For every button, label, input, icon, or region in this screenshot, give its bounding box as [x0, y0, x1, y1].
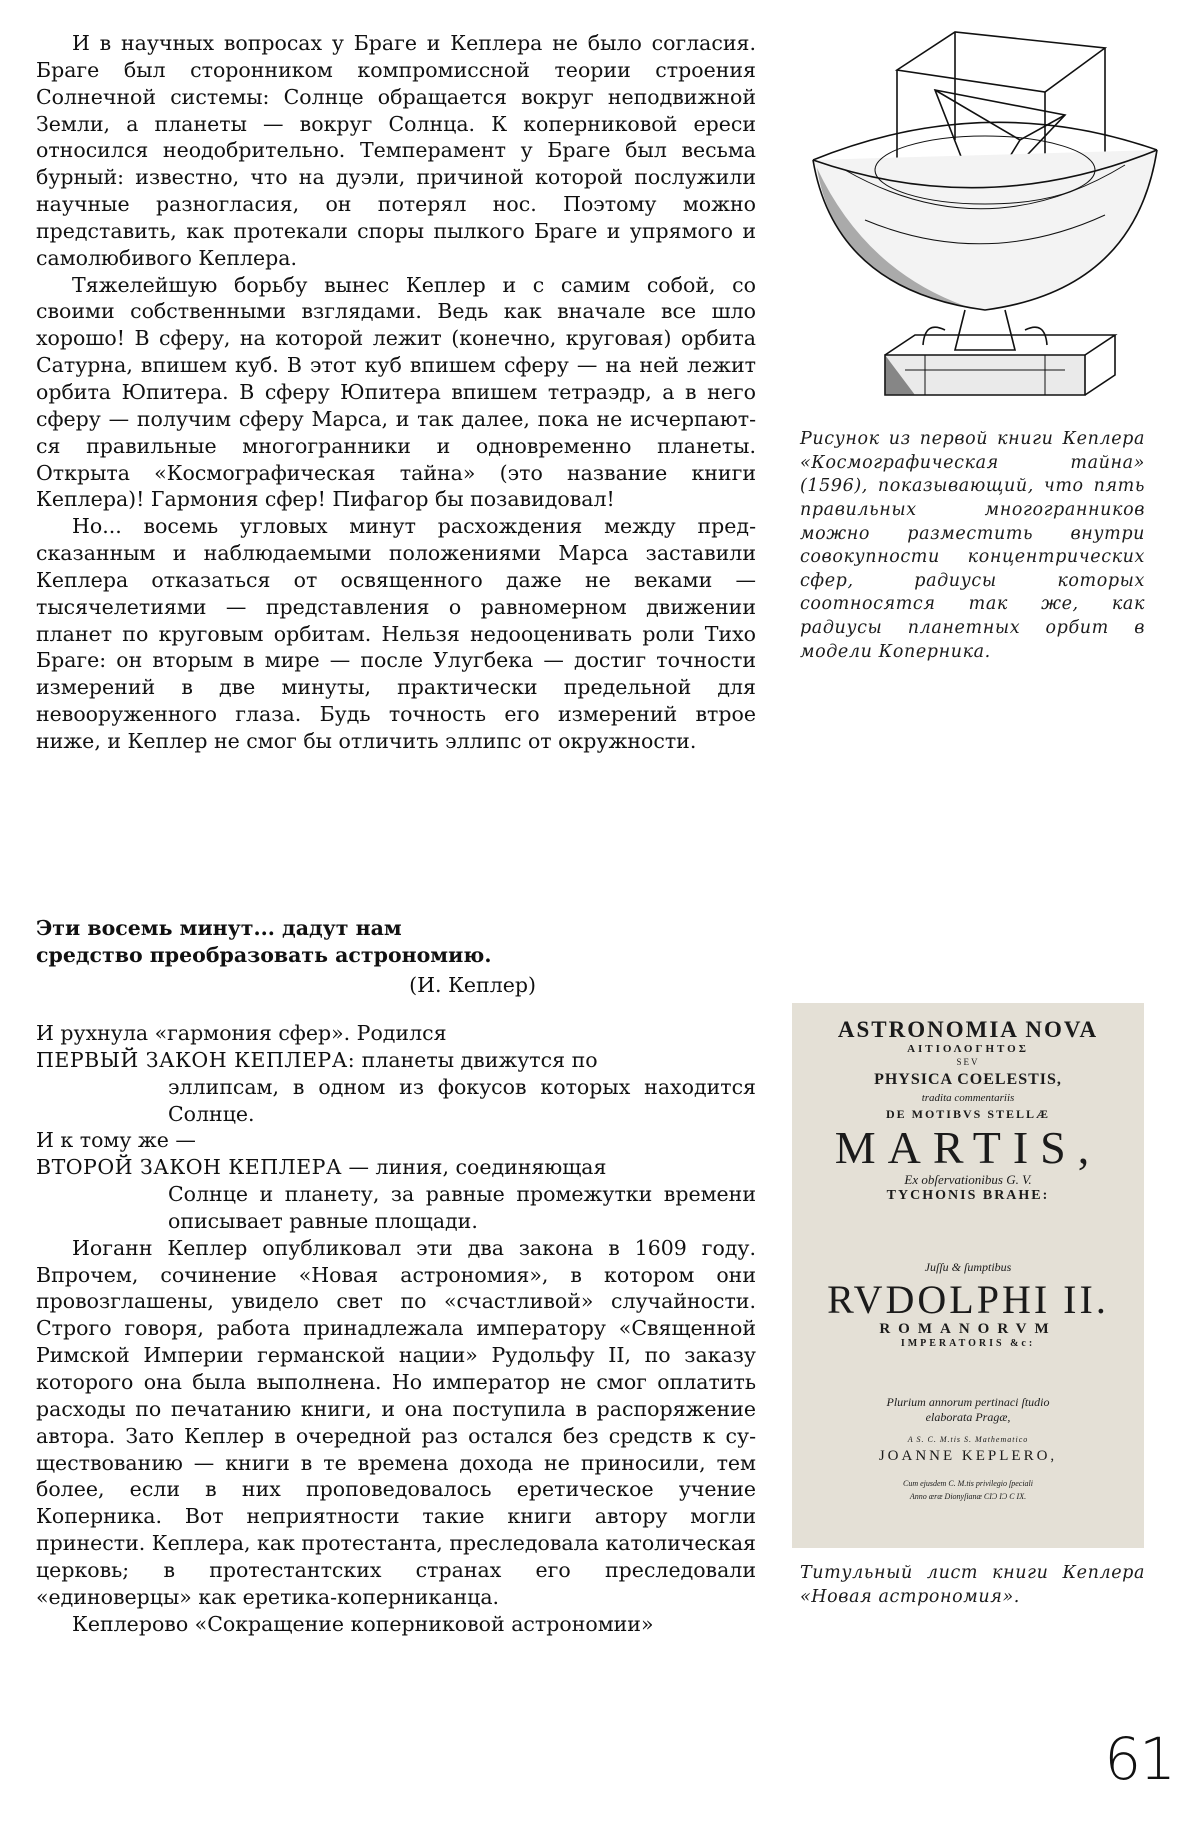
epigraph-line-1: Эти восемь минут... дадут нам	[36, 916, 402, 940]
epigraph-attribution: (И. Кеплер)	[409, 973, 536, 998]
first-law	[36, 1047, 756, 1128]
paragraph-brahe-kepler: И в научных вопросах у Браге и Кеплера не было согласия. Браге был сторонником компромиссной теории строения Солнечной системы: Солнце обращается вокруг неподвижной Земли, а планеты — вокруг Солнца. К коперниковой ереси относился неодобрительно. Темперамент у Браге был весьма бурный: известно, что на дуэли, причиной которой послужили научные разногласия, он потерял нос. Поэтому можно представить, как протекали споры пылкого Браге и упрямого и самолюбивого Кеплера.	[36, 31, 756, 270]
paragraph-struggle: Тяжелейшую борьбу вынес Кеплер и с самим собой, со своими собственными взглядами. Ведь как вначале все шло хорошо! В сферу, на которой лежит (конечно, круговая) орбита Сатурна, впишем куб. В этот куб впишем сферу — на ней лежит орбита Юпитера. В сферу Юпитера впишем тетраэдр, а в него сферу — получим сферу Марса, и так далее, пока не исчерпаются правильные многогранники и одновременно планеты. Открыта «Космографическая тайна» (это название книги Кеплера)! Гармония сфер! Пифагор бы позавидовал!	[36, 272, 756, 512]
first-law-text-rest: эллипсам, в одном из фокусов которых находится Солнце.	[168, 1074, 756, 1126]
epigraph	[36, 915, 536, 999]
second-law	[36, 1154, 756, 1235]
title-page-line: elaborata Pragæ,	[925, 1410, 1011, 1425]
title-page-line: MARTIS,	[834, 1122, 1102, 1173]
title-page-line: JOANNE KEPLERO,	[878, 1448, 1058, 1465]
intro-second-law: И к тому же —	[36, 1128, 196, 1153]
title-page-line: ROMANORVM	[879, 1321, 1057, 1338]
second-law-text-start: — линия, соединяющая	[348, 1155, 607, 1180]
title-page-line: ASTRONOMIA NOVA	[837, 1017, 1099, 1042]
title-page-line: Juſſu & ſumptibus	[924, 1260, 1012, 1275]
kepler-cosmographic-model-illustration	[805, 20, 1165, 430]
title-page-line: RVDOLPHI II.	[827, 1277, 1109, 1323]
first-law-text-start: планеты движутся по	[361, 1047, 598, 1072]
title-page-line: Cum ejusdem C. M.tis privilegio ſpeciali	[903, 1479, 1033, 1489]
title-page-line: A S. C. M.tis S. Mathematico	[907, 1435, 1029, 1445]
title-page-line: PHYSICA COELESTIS,	[874, 1071, 1062, 1088]
title-page-line: SEV	[956, 1057, 980, 1067]
second-law-term: ВТОРОЙ ЗАКОН КЕПЛЕРА	[36, 1155, 342, 1180]
title-page-line: DE MOTIBVS STELLÆ	[885, 1107, 1051, 1121]
first-law-term: ПЕРВЫЙ ЗАКОН КЕПЛЕРА:	[36, 1047, 356, 1072]
astronomia-nova-title-page	[792, 1003, 1144, 1548]
title-page-line: ΑΙΤΙΟΛΟΓΗΤΟΣ	[907, 1043, 1029, 1055]
title-page-line: Anno æræ Dionyſianæ CIƆ IƆ C IX.	[909, 1492, 1027, 1502]
paragraph-epitome: Кеплерово «Сокращение коперниковой астрономии»	[72, 1611, 654, 1636]
intro-first-law: И рухнула «гармония сфер». Родился	[36, 1021, 447, 1045]
title-page-caption: Титульный лист книги Кеплера «Новая астрономия».	[800, 1563, 1145, 1607]
title-page-line: TYCHONIS BRAHE:	[886, 1188, 1050, 1204]
paragraph-new-astronomy: Иоганн Кеплер опубликовал эти два закона в 1609 году. Впрочем, сочинение «Новая астрономия», в котором они провозглашены, увидело свет по «счастливой» случайности. Строго говоря, работа принадлежала императору «Священной Римской Империи германской нации» Рудольфу II, по заказу которого она была выполнена. Но император не смог оплатить расходы по печатанию книги, и она поступила в распоряжение автора. Зато Кеплер в очередной раз остался без средств к существованию — книги в те времена дохода не приносили, тем более, если в них проповедовалось еретическое учение Коперника. Вот неприятности такие книги автору могли принести. Кеплера, как протестанта, преследовала католическая церковь; в протестантских странах его преследовали «единоверцы» как еретика-коперниканца.	[36, 1235, 756, 1609]
figure1-caption: Рисунок из первой книги Кеплера «Космографическая тайна» (1596), показывающий, что пять правильных многогранников можно разместить внутри совокупности концентрических сфер, радиусы которых соотносятся так же, как радиусы планетных орбит в модели Коперника.	[800, 429, 1145, 662]
title-page-line: Plurium annorum pertinaci ſtudio	[886, 1395, 1050, 1410]
page-number: 61	[1104, 1725, 1174, 1793]
second-law-text-rest: Солнце и планету, за равные промежутки времени описывает равные площади.	[168, 1182, 756, 1233]
main-text-upper	[36, 30, 756, 755]
title-page-line: IMPERATORIS &c:	[900, 1338, 1036, 1350]
epigraph-line-2: средство преобразовать астрономию.	[36, 942, 492, 967]
paragraph-eight-minutes: Но... восемь угловых минут расхождения между предсказанным и наблюдаемыми положениями Марса заставили Кеплера отказаться от освященного даже не веками — тысячелетиями — представления о равномерном движении планет по круговым орбитам. Нельзя недооценивать роли Тихо Браге: он вторым в мире — после Улугбека — достиг точности измерений в две минуты, практически предельной для невооруженного глаза. Будь точность его измерений втрое ниже, и Кеплер не смог бы отличить эллипс от окружности.	[36, 514, 756, 753]
title-page-line: tradita commentariis	[921, 1092, 1015, 1104]
title-page-line: Ex obſervationibus G. V.	[904, 1172, 1032, 1188]
main-text-lower	[36, 1020, 756, 1637]
